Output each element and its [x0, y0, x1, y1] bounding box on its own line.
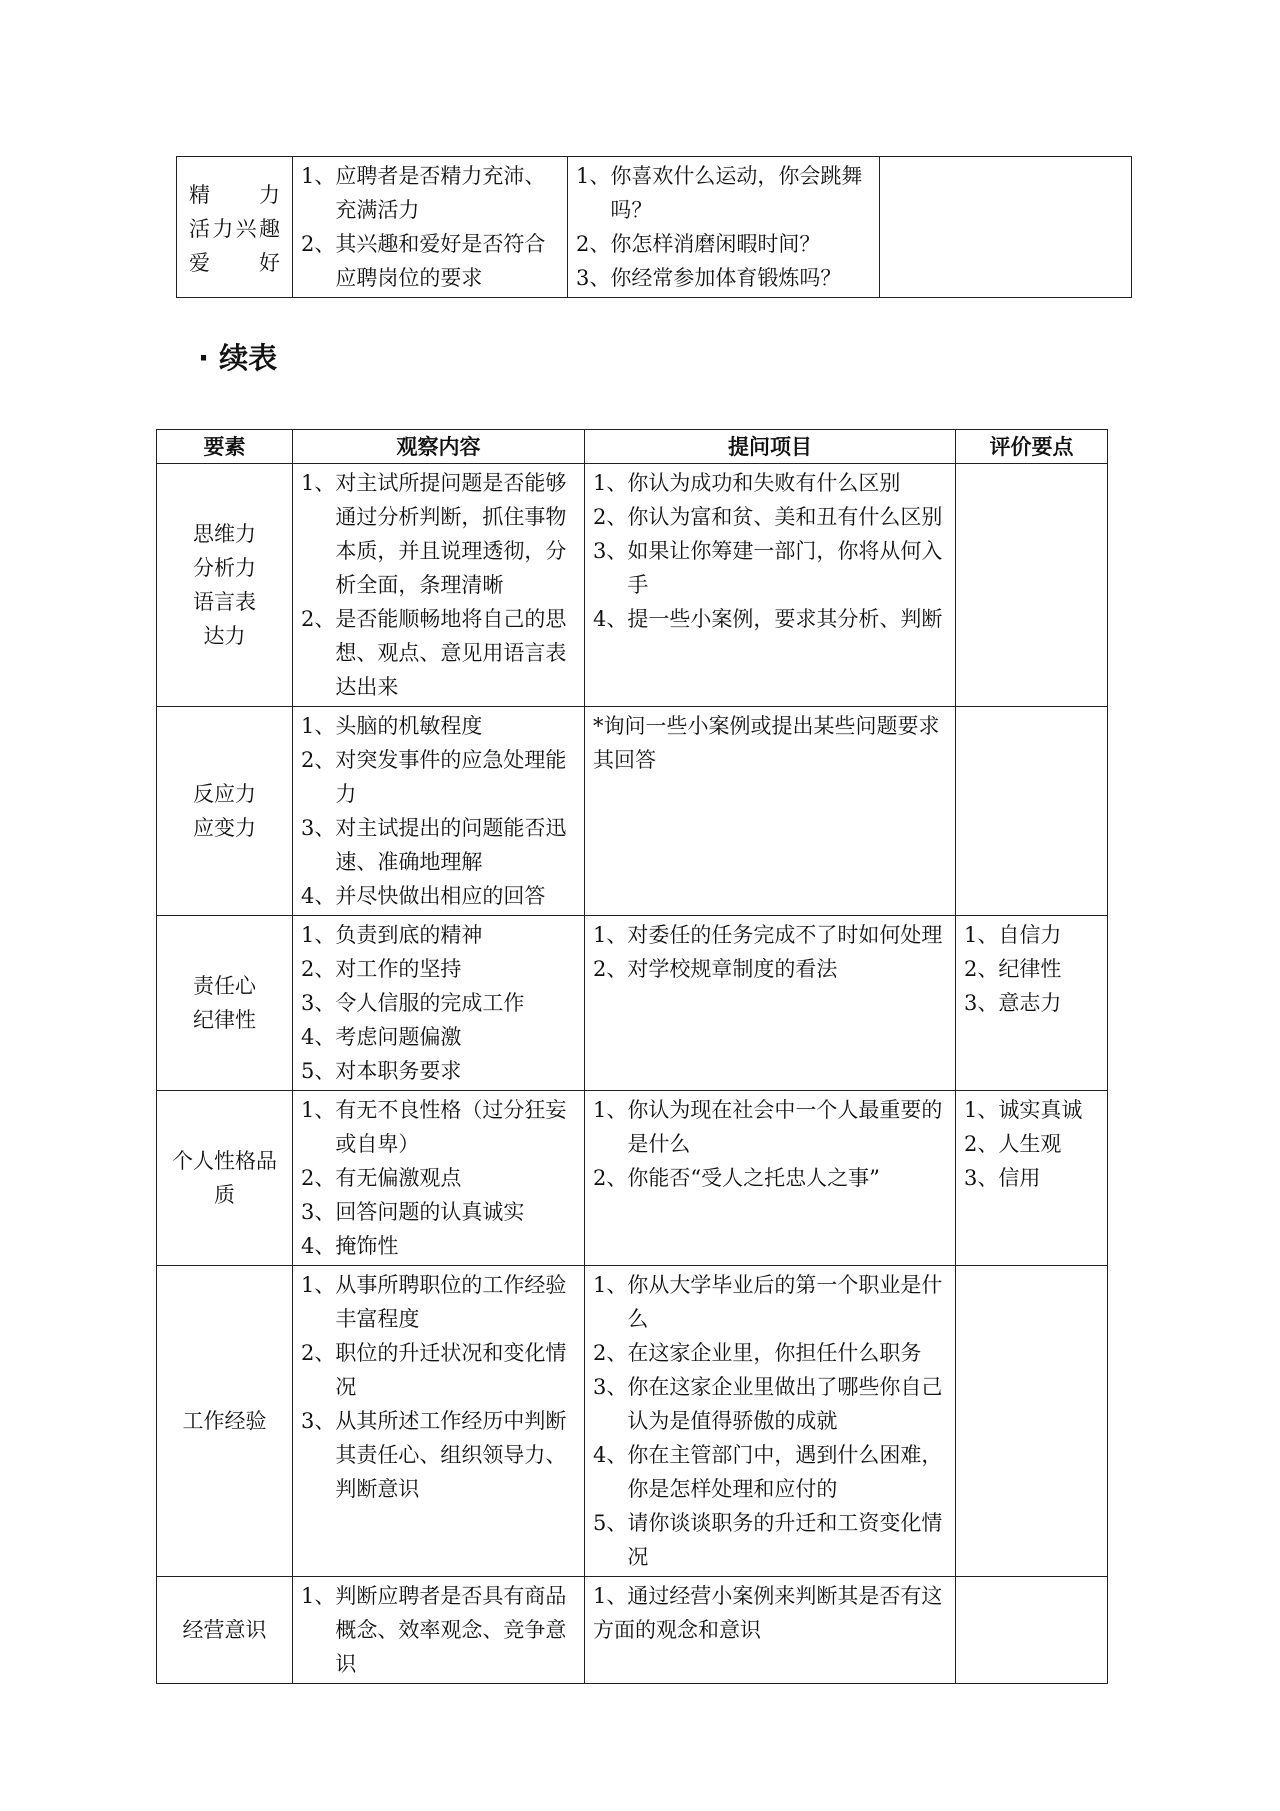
list-item: 4、 并尽快做出相应的回答: [301, 884, 546, 908]
element-cell: 工作经验: [157, 1266, 293, 1577]
table-row: [157, 1091, 1108, 1266]
element-cell: 精 力 活力兴趣 爱 好: [177, 157, 293, 298]
list-item: 2、 你怎样消磨闲暇时间？: [576, 232, 821, 256]
list-item: 1、 诚实真诚: [964, 1098, 1083, 1122]
eval-cell: [956, 916, 1108, 1091]
observe-cell: [293, 707, 585, 916]
questions-cell: [585, 707, 956, 916]
header-questions: 提问项目: [585, 430, 956, 464]
element-cell: 思维力 分析力 语言表 达力: [157, 464, 293, 707]
list-item: 1、 自信力: [964, 923, 1062, 947]
element-cell: 反应力 应变力: [157, 707, 293, 916]
list-item: 4、 掩饰性: [301, 1234, 399, 1258]
list-item: 2、 职位的升迁状况和变化情况: [301, 1341, 567, 1399]
table-row: [157, 707, 1108, 916]
element-cell: 个人性格品 质: [157, 1091, 293, 1266]
list-item: 3、 意志力: [964, 991, 1062, 1015]
list-item: 2、 对突发事件的应急处理能力: [301, 748, 567, 806]
eval-cell: [956, 1091, 1108, 1266]
list-item: 2、 是否能顺畅地将自己的思想、观点、意见用语言表达出来: [301, 607, 567, 699]
list-item: 1、 负责到底的精神: [301, 923, 483, 947]
eval-cell: [956, 707, 1108, 916]
section-heading: · 续表: [198, 341, 278, 375]
table-row: [157, 916, 1108, 1091]
list-item: 1、 有无不良性格（过分狂妄或自卑）: [301, 1098, 567, 1156]
header-observe: 观察内容: [293, 430, 585, 464]
list-item: 1、 对主试所提问题是否能够通过分析判断，抓住事物本质，并且说理透彻，分析全面，条理清晰: [301, 471, 567, 597]
list-item: 2、 纪律性: [964, 957, 1062, 981]
top-table: [176, 156, 1132, 298]
questions-cell: [585, 916, 956, 1091]
list-item: 2、 对学校规章制度的看法: [593, 957, 838, 981]
list-item: 1、 判断应聘者是否具有商品概念、效率观念、竞争意识: [301, 1584, 567, 1676]
list-item: 1、 头脑的机敏程度: [301, 714, 483, 738]
list-item: 1、 对委任的任务完成不了时如何处理: [593, 923, 943, 947]
interview-table: [156, 429, 1108, 1684]
list-item: 3、 令人信服的完成工作: [301, 991, 525, 1015]
list-item: 2、 在这家企业里，你担任什么职务: [593, 1341, 922, 1365]
header-eval: 评价要点: [956, 430, 1108, 464]
list-item: 1、 应聘者是否精力充沛、充满活力: [301, 164, 546, 222]
questions-cell: [585, 464, 956, 707]
table-row: [177, 157, 1132, 298]
list-item: 2、 人生观: [964, 1132, 1062, 1156]
table-row: [157, 464, 1108, 707]
questions-cell: [585, 1577, 956, 1684]
questions-cell: [585, 1091, 956, 1266]
list-item: 3、 你经常参加体育锻炼吗？: [576, 266, 842, 290]
table-row: [157, 1266, 1108, 1577]
list-item: 4、 考虑问题偏激: [301, 1025, 462, 1049]
list-item: *询问一些小案例或提出某些问题要求其回答: [593, 714, 940, 772]
list-item: 3、 从其所述工作经历中判断其责任心、组织领导力、判断意识: [301, 1409, 567, 1501]
observe-cell: [293, 916, 585, 1091]
eval-cell: [956, 464, 1108, 707]
list-item: 3、 对主试提出的问题能否迅速、准确地理解: [301, 816, 567, 874]
eval-cell: [956, 1266, 1108, 1577]
list-item: 4、 你在主管部门中，遇到什么困难，你是怎样处理和应付的: [593, 1443, 943, 1501]
table-row: [157, 1577, 1108, 1684]
list-item: 2、 你能否“受人之托忠人之事”: [593, 1166, 880, 1190]
observe-cell: [293, 1266, 585, 1577]
list-item: 1、 你认为成功和失败有什么区别: [593, 471, 901, 495]
questions-cell: [585, 1266, 956, 1577]
observe-cell: [293, 157, 568, 298]
eval-cell: [956, 1577, 1108, 1684]
list-item: 2、 对工作的坚持: [301, 957, 462, 981]
list-item: 1、 你认为现在社会中一个人最重要的是什么: [593, 1098, 943, 1156]
element-cell: 经营意识: [157, 1577, 293, 1684]
list-item: 2、 其兴趣和爱好是否符合应聘岗位的要求: [301, 232, 546, 290]
observe-cell: [293, 464, 585, 707]
list-item: 1、 你从大学毕业后的第一个职业是什么: [593, 1273, 943, 1331]
observe-cell: [293, 1091, 585, 1266]
questions-cell: [568, 157, 880, 298]
list-item: 2、 有无偏激观点: [301, 1166, 462, 1190]
list-item: 5、 对本职务要求: [301, 1059, 462, 1083]
header-element: 要素: [157, 430, 293, 464]
list-item: 2、 你认为富和贫、美和丑有什么区别: [593, 505, 943, 529]
header-row: [157, 430, 1108, 464]
list-item: 3、 如果让你筹建一部门，你将从何入手: [593, 539, 943, 597]
list-item: 3、 你在这家企业里做出了哪些你自己认为是值得骄傲的成就: [593, 1375, 943, 1433]
list-item: 3、 信用: [964, 1166, 1041, 1190]
list-item: 1、 从事所聘职位的工作经验丰富程度: [301, 1273, 567, 1331]
list-item: 5、 请你谈谈职务的升迁和工资变化情况: [593, 1511, 943, 1569]
element-cell: 责任心 纪律性: [157, 916, 293, 1091]
eval-cell: [880, 157, 1132, 298]
observe-cell: [293, 1577, 585, 1684]
list-item: 1、通过经营小案例来判断其是否有这方面的观念和意识: [593, 1584, 943, 1642]
list-item: 1、 你喜欢什么运动，你会跳舞吗？: [576, 164, 863, 222]
list-item: 3、 回答问题的认真诚实: [301, 1200, 525, 1224]
list-item: 4、 提一些小案例，要求其分析、判断: [593, 607, 943, 631]
